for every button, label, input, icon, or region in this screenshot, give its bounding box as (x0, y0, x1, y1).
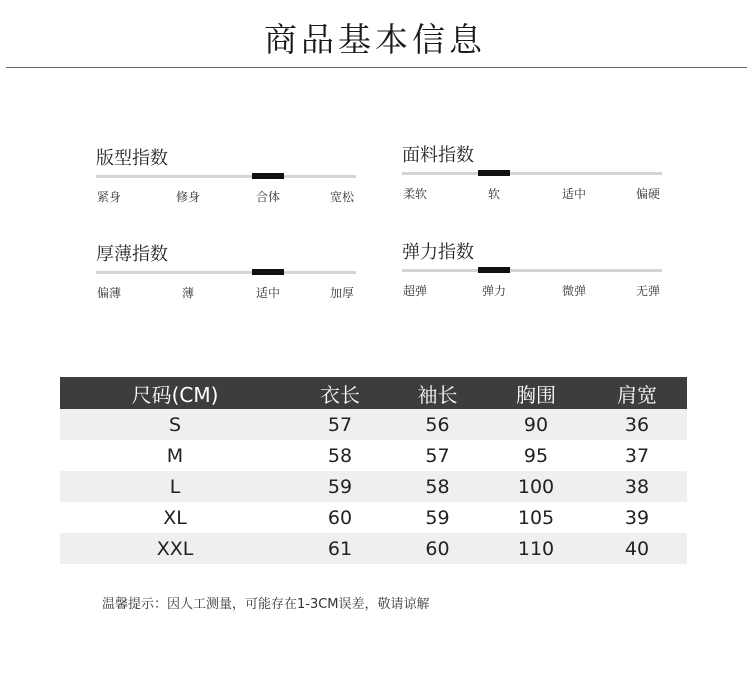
sleeve-cell: 59 (390, 502, 485, 533)
fabric-index-marker (478, 170, 510, 176)
fit-index-label: 版型指数 (96, 148, 168, 169)
thickness-index-option: 偏薄 (96, 286, 122, 300)
sleeve-cell: 56 (390, 409, 485, 440)
elasticity-index-option: 超弹 (402, 284, 428, 298)
fit-index-track (96, 175, 356, 178)
shoulder-cell: 36 (587, 409, 687, 440)
fit-index-option: 紧身 (96, 190, 122, 204)
thickness-index-option: 薄 (181, 286, 195, 300)
column-header-chest: 胸围 (485, 377, 587, 409)
size-cell: S (60, 409, 290, 440)
chest-cell: 100 (485, 471, 587, 502)
table-row (60, 502, 687, 533)
fit-index-option: 宽松 (329, 190, 355, 204)
fit-index-option: 修身 (175, 190, 201, 204)
thickness-index-option: 加厚 (329, 286, 355, 300)
thickness-index (96, 240, 358, 300)
page-title: 商品基本信息 (264, 20, 486, 59)
column-header-length: 衣长 (290, 377, 390, 409)
sleeve-cell: 60 (390, 533, 485, 564)
length-cell: 61 (290, 533, 390, 564)
elasticity-index-marker (478, 267, 510, 273)
measurement-note: 温馨提示：因人工测量，可能存在1-3CM误差，敬请谅解 (102, 597, 430, 612)
table-row (60, 440, 687, 471)
column-header-shoulder: 肩宽 (587, 377, 687, 409)
length-cell: 59 (290, 471, 390, 502)
shoulder-cell: 39 (587, 502, 687, 533)
elasticity-index-track (402, 269, 662, 272)
size-cell: XXL (60, 533, 290, 564)
fabric-index-label: 面料指数 (402, 145, 474, 166)
table-row (60, 409, 687, 440)
length-cell: 58 (290, 440, 390, 471)
size-cell: XL (60, 502, 290, 533)
shoulder-cell: 40 (587, 533, 687, 564)
chest-cell: 90 (485, 409, 587, 440)
column-header-sleeve: 袖长 (390, 377, 485, 409)
elasticity-index (402, 238, 664, 298)
sleeve-cell: 57 (390, 440, 485, 471)
chest-cell: 105 (485, 502, 587, 533)
elasticity-index-option: 无弹 (635, 284, 661, 298)
title-divider (6, 67, 747, 68)
column-header-size: 尺码(CM) (60, 377, 290, 409)
fit-index (96, 144, 358, 204)
elasticity-index-option: 微弹 (561, 284, 587, 298)
table-header-row (60, 377, 687, 409)
length-cell: 60 (290, 502, 390, 533)
thickness-index-label: 厚薄指数 (96, 244, 168, 265)
fabric-index (402, 141, 664, 201)
elasticity-index-label: 弹力指数 (402, 242, 474, 263)
size-chart-table (60, 377, 687, 564)
thickness-index-option: 适中 (255, 286, 281, 300)
size-cell: L (60, 471, 290, 502)
shoulder-cell: 37 (587, 440, 687, 471)
fit-index-option: 合体 (255, 190, 281, 204)
fabric-index-track (402, 172, 662, 175)
sleeve-cell: 58 (390, 471, 485, 502)
fabric-index-option: 软 (487, 187, 501, 201)
elasticity-index-option: 弹力 (481, 284, 507, 298)
size-cell: M (60, 440, 290, 471)
fabric-index-option: 柔软 (402, 187, 428, 201)
thickness-index-marker (252, 269, 284, 275)
fit-index-marker (252, 173, 284, 179)
thickness-index-track (96, 271, 356, 274)
fabric-index-option: 偏硬 (635, 187, 661, 201)
fabric-index-option: 适中 (561, 187, 587, 201)
table-row (60, 471, 687, 502)
table-row (60, 533, 687, 564)
chest-cell: 110 (485, 533, 587, 564)
length-cell: 57 (290, 409, 390, 440)
shoulder-cell: 38 (587, 471, 687, 502)
chest-cell: 95 (485, 440, 587, 471)
